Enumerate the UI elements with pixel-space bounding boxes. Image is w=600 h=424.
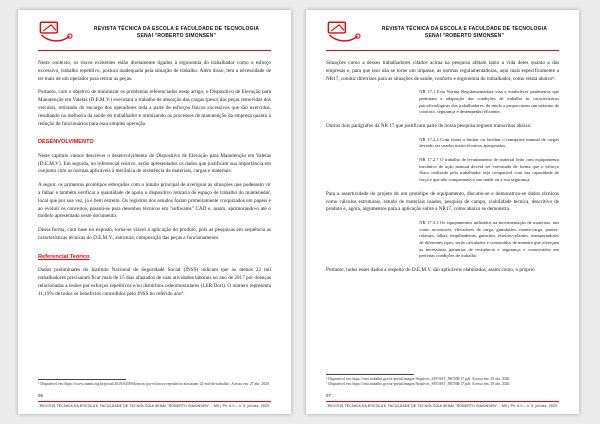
nr-quote: NR 17.3.3 Os equipamentos utilizados na movimentação de materiais, tais como ascensores, elevadores de carga, guindastes, monta-carga, pontes-rolantes, talhas, empilhadeiras, guinchos, esteiras-rolantes, transportadores de diferentes tipos, serão calculados e construídos de maneira que ofereçam as necessárias garantias de resistência e segurança e conservados em perfeitas condições de trabalho. [419, 220, 559, 259]
page-bottom [326, 374, 559, 409]
paragraph: Portanto, com o objetivo de minimizar os problemas referenciados neste artigo, o Dispositivo de Elevação para Manutenção em Valetas (D.E.M.V.) executará o trabalho de absorção das cargas (peso) das peças removidas dos veículos, retirando do encargo dos operadores toda a parte de esforços físicos excessivos que são exercidos, resultando na melhoria da saúde do trabalhador e otimizando os processos de manutenção da empresa quanto à redução de funcionários para essa simples operação. [38, 89, 271, 127]
footer-text: REVISTA TÉCNICA DA ESCOLA E FACULDADE DE TECNOLOGIA SENAI "ROBERTO SIMONSEN" – MS | Pn. 5.0 – n. 5, jul/dez, 2020 [39, 404, 270, 408]
section-heading-referencial-teorico: Referencial Teórico [38, 253, 90, 260]
paragraph: A seguir, os primeiros protótipos esboçados com o intuito principal de averiguar as situações que pudessem vir a falhar e também verificar a quantidade de apoio o dispositivo retiraria de espaço de trabalho do mantenedor, local que por sua vez, já é bem estreito. Os registros dos estudos foram primeiramente croquizados em papéis e ao evoluir os conceitos, passou-se para desenhos técnicos em "softwares" CAD e, assim, aprimorando-o até o modelo apresentado neste documento. [38, 182, 271, 220]
paragraph: Portanto, todos esses dados a respeito do D.E.M.V. são aplicáveis elaborados, assim como, o próprio [326, 267, 535, 274]
page-body [326, 60, 559, 281]
header-rule [326, 50, 559, 51]
footnote-separator [38, 379, 126, 380]
paragraph: Dessa forma, com base no exposto, torna-se viável a aplicação do produto, pois as pesquisas em sequência as características técnicas do D.E.M.V., estrutura, composição das peças e funcionamento. [38, 227, 271, 241]
nr-quote: NR 17.2.4 Com vistas a limitar ou facilitar o transporte manual de cargas deverão ser usados meios técnicos apropriados. [419, 136, 559, 149]
page-right [306, 10, 579, 414]
footnote-separator [326, 374, 414, 375]
paragraph: Outros dois parágrafos da NR 17 que justificam parte de nossa pesquisa seguem transcritos abaixo: [326, 123, 532, 130]
section-heading-desenvolvimento: DESENVOLVIMENTO [38, 139, 94, 146]
journal-title-line1: REVISTA TÉCNICA DA ESCOLA E FACULDADE DE TECNOLOGIA [381, 25, 548, 32]
footnote: ⁷ Disponível em: https://enit.trabalho.gov.br/portal/images/Arquivos_SST/SST_NR/NR-17.pdf. Acesso em: 29 abr. 2020. [326, 382, 511, 386]
page-header [38, 20, 271, 45]
journal-title-line1: REVISTA TÉCNICA DA ESCOLA E FACULDADE DE TECNOLOGIA [93, 25, 260, 32]
nr-quote: NR 17.2.7 O trabalho de levantamento de material feito com equipamento mecânico de ação manual deverá ser executado de forma que o esforço físico realizado pelo trabalhador seja compatível com sua capacidade de força e que não comprometa a sua saúde ou a sua segurança. [419, 157, 559, 183]
senai-revista-logo-icon [326, 20, 362, 45]
journal-title-line2: SENAI "ROBERTO SIMONSEN" [136, 32, 217, 39]
journal-title [362, 26, 559, 40]
page-bottom [38, 379, 271, 408]
journal-title-line2: SENAI "ROBERTO SIMONSEN" [424, 32, 505, 39]
paragraph: Dados preliminares do Instituto Nacional de Seguridade Social (INSS) indicam que ao menos 22 mil trabalhadores precisaram ficar mais de 15 dias afastados de suas atividades laborais no ano de 2017 por doenças relacionadas a lesões por esforços repetitivos e/ou distúrbios osteomusculares (LER/Dort). O número representa 11,19% de todos os benefícios concedidos pelo INSS no referido ano⁵. [38, 267, 271, 297]
page-left [18, 10, 291, 414]
header-rule [38, 50, 271, 51]
journal-title [74, 26, 271, 40]
page-number: 07 [326, 392, 331, 398]
footer-rule [326, 401, 559, 402]
paragraph: Para a assertividade do projeto de um protótipo de equipamento, discutiu-se e demonstrou-se dados técnicos como cálculos estruturais, estudo de materiais usados, pesquisa de campo, viabilidade técnica, descritivo de produto e, agora, argumentos para a aplicação sobre a NR17, como abaixo se demonstra. [326, 190, 559, 213]
paragraph: Situações como a desses trabalhadores citados acima na pesquisa afetam tanto a vida deles quanto a das empresas e, para que isso não se torne um impasse, as normas regulamentadoras, aqui mais especificamente a NR17, conduz diretrizes para as situações de saúde, conforto e ergonomia do trabalhador, como relata abaixo⁶: [326, 60, 559, 82]
footnote: ⁶ Disponível em: https://enit.trabalho.gov.br/portal/images/Arquivos_SST/SST_NR/NR-17.pdf. Acesso em: 29 abr. 2020. [326, 376, 511, 381]
paragraph: Neste capítulo vamos descrever o desenvolvimento do Dispositivo de Elevação para Manutenção em Valetas (D.E.M.V). Em seguida, no referencial teórico, serão apresentados os dados que justificam sua importância em conjunto com as normas aplicáveis à mecânica de resistência de materiais, cargas e materiais. [38, 152, 271, 175]
senai-revista-logo-icon [38, 20, 74, 45]
page-header [326, 20, 559, 45]
footer-text: REVISTA TÉCNICA DA ESCOLA E FACULDADE DE TECNOLOGIA SENAI "ROBERTO SIMONSEN" – MS | Pn. 5.0 – n. 5, jul/dez, 2020 [327, 404, 558, 408]
nr-quote: NR 17.1 Esta Norma Regulamentadora visa a estabelecer parâmetros que permitam a adaptação das condições de trabalho às características psicofisiológicas dos trabalhadores, de modo a proporcionar um máximo de conforto, segurança e desempenho eficiente. [419, 89, 559, 115]
footnote: ⁵ Disponível em: https://www.anamt.org.br/portal/2019/04/09/doencas-por-esforcos-repetitivos-afastaram-22-mil-do-trabalho/. Acesso em: 27 abr. 2020. [38, 382, 270, 386]
footer-rule [38, 401, 271, 402]
paragraph: Neste contexto, os riscos existentes estão diretamente ligados à ergonomia do trabalhador como o esforço excessivo, trabalho repetitivo, postura inadequada pela situação de trabalho. Além disso, tem a necessidade de ter mais de um operador para retirar as peças. [38, 60, 271, 82]
page-number: 06 [38, 392, 43, 398]
page-body [38, 60, 271, 304]
